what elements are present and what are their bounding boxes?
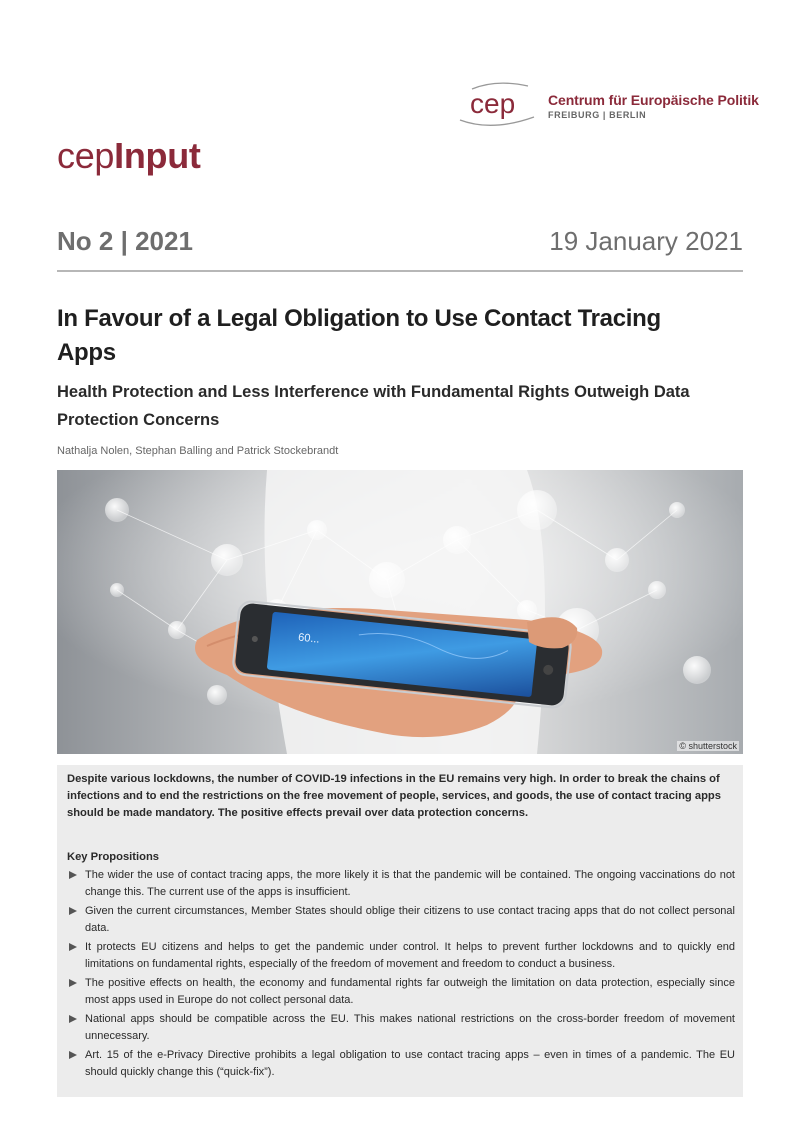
list-item: The positive effects on health, the economy and fundamental rights far outweigh the limitation on data protection, especially since most apps used in Europe do not collect personal data. bbox=[67, 975, 735, 1009]
list-item: Art. 15 of the e-Privacy Directive prohibits a legal obligation to use contact tracing apps – even in times of a pandemic. The EU should quickly change this (“quick-fix”). bbox=[67, 1047, 735, 1081]
hero-image bbox=[57, 470, 743, 754]
header-divider bbox=[57, 270, 743, 272]
article-title: In Favour of a Legal Obligation to Use Contact Tracing Apps bbox=[57, 305, 661, 366]
list-item: National apps should be compatible across the EU. This makes national restrictions on the cross-border freedom of movement unnecessary. bbox=[67, 1011, 735, 1045]
cep-logo-mark bbox=[458, 80, 543, 126]
hero-illustration bbox=[57, 470, 743, 754]
series-prefix: cep bbox=[57, 135, 115, 176]
logo-wordmark: cep bbox=[470, 88, 516, 119]
article-subtitle: Health Protection and Less Interference with Fundamental Rights Outweigh Data Protection Concerns bbox=[57, 383, 690, 429]
article-authors: Nathalja Nolen, Stephan Balling and Patrick Stockebrandt bbox=[57, 445, 339, 457]
image-credit: © shutterstock bbox=[679, 741, 737, 751]
list-item: Given the current circumstances, Member States should oblige their citizens to use contact tracing apps that do not collect personal data. bbox=[67, 903, 735, 937]
phone-screen-text: 60... bbox=[297, 631, 321, 646]
key-propositions-list bbox=[67, 867, 735, 1083]
series-title bbox=[57, 135, 201, 177]
list-item: It protects EU citizens and helps to get the pandemic under control. It helps to prevent further lockdowns and to quickly end limitations on fundamental rights, especially of the freedom of movement and freedom to conduct a business. bbox=[67, 939, 735, 973]
issue-date: 19 January 2021 bbox=[549, 226, 743, 256]
org-name: Centrum für Europäische Politik bbox=[548, 92, 759, 108]
issue-number: No 2 | 2021 bbox=[57, 226, 193, 256]
list-item: The wider the use of contact tracing apps, the more likely it is that the pandemic will be contained. The ongoing vaccinations do not change this. The current use of the apps is insufficient. bbox=[67, 867, 735, 901]
summary-box bbox=[57, 765, 743, 1097]
org-cities: FREIBURG | BERLIN bbox=[548, 110, 647, 120]
cep-logo[interactable] bbox=[458, 80, 758, 130]
abstract-text: Despite various lockdowns, the number of COVID-19 infections in the EU remains very high. In order to break the chains of infections and to end the restrictions on the free movement of people, services, and goods, the use of contact tracing apps should be made mandatory. The positive effects prevail over data protection concerns. bbox=[67, 773, 721, 819]
key-propositions-heading: Key Propositions bbox=[67, 851, 160, 863]
series-suffix: Input bbox=[114, 135, 201, 176]
